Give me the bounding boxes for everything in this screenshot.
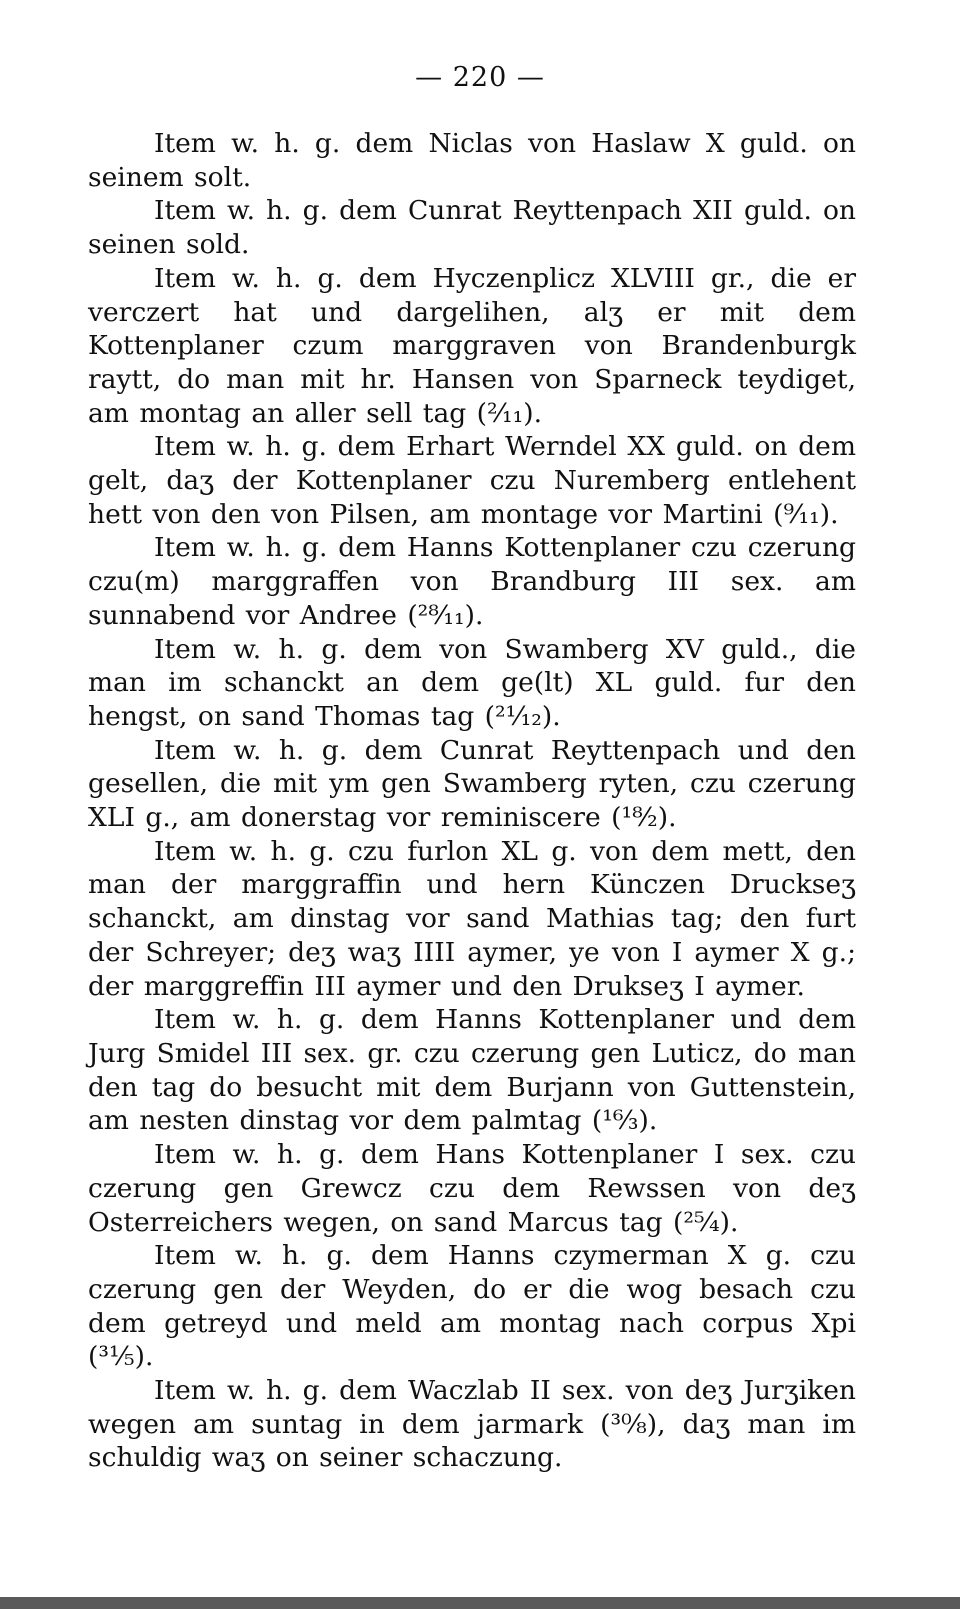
entry-paragraph: Item w. h. g. dem Cunrat Reyttenpach XII guld. on seinen sold.	[88, 195, 856, 261]
page-number: — 220 —	[415, 62, 545, 93]
entry-paragraph: Item w. h. g. dem Hanns Kottenplaner und dem Jurg Smidel III sex. gr. czu czerung gen Luticz, do man den tag do besucht mit dem Burjann von Guttenstein, am nesten dinstag vor dem palmtag (¹⁶⁄₃).	[88, 1004, 856, 1137]
page-bottom-edge	[0, 1597, 960, 1609]
entry-paragraph: Item w. h. g. dem Hanns czymerman X g. czu czerung gen der Weyden, do er die wog besach czu dem getreyd und meld am montag nach corpus Xpi (³¹⁄₅).	[88, 1240, 856, 1373]
entry-paragraph: Item w. h. g. dem Hanns Kottenplaner czu czerung czu(m) marggraffen von Brandburg III sex. am sunnabend vor Andree (²⁸⁄₁₁).	[88, 532, 856, 631]
entry-paragraph: Item w. h. g. dem von Swamberg XV guld., die man im schanckt an dem ge(lt) XL guld. fur den hengst, on sand Thomas tag (²¹⁄₁₂).	[88, 633, 856, 732]
entry-paragraph: Item w. h. g. dem Waczlab II sex. von deʒ Jurʒiken wegen am suntag in dem jarmark (³⁰⁄₈), daʒ man im schuldig waʒ on seiner schaczung.	[88, 1375, 856, 1474]
account-entries	[88, 127, 856, 1475]
entry-paragraph: Item w. h. g. czu furlon XL g. von dem mett, den man der marggraffin und hern Künczen Druckseʒ schanckt, am dinstag vor sand Mathias tag; den furt der Schreyer; deʒ waʒ IIII aymer, ye von I aymer X g.; der marggreffin III aymer und den Drukseʒ I aymer.	[88, 835, 856, 1002]
entry-paragraph: Item w. h. g. dem Cunrat Reyttenpach und den gesellen, die mit ym gen Swamberg ryten, czu czerung XLI g., am donerstag vor reminiscere (¹⁸⁄₂).	[88, 734, 856, 834]
entry-paragraph: Item w. h. g. dem Hans Kottenplaner I sex. czu czerung gen Grewcz czu dem Rewssen von deʒ Osterreichers wegen, on sand Marcus tag (²⁵⁄₄).	[88, 1139, 856, 1238]
entry-paragraph: Item w. h. g. dem Niclas von Haslaw X guld. on seinem solt.	[88, 128, 856, 193]
entry-paragraph: Item w. h. g. dem Hyczenplicz XLVIII gr., die er verczert hat und dargelihen, alʒ er mit dem Kottenplaner czum marggraven von Brandenburgk raytt, do man mit hr. Hansen von Sparneck teydiget, am montag an aller sell tag (²⁄₁₁).	[88, 262, 856, 429]
entry-paragraph: Item w. h. g. dem Erhart Werndel XX guld. on dem gelt, daʒ der Kottenplaner czu Nuremberg entlehent hett von den von Pilsen, am montage vor Martini (⁹⁄₁₁).	[88, 431, 856, 530]
